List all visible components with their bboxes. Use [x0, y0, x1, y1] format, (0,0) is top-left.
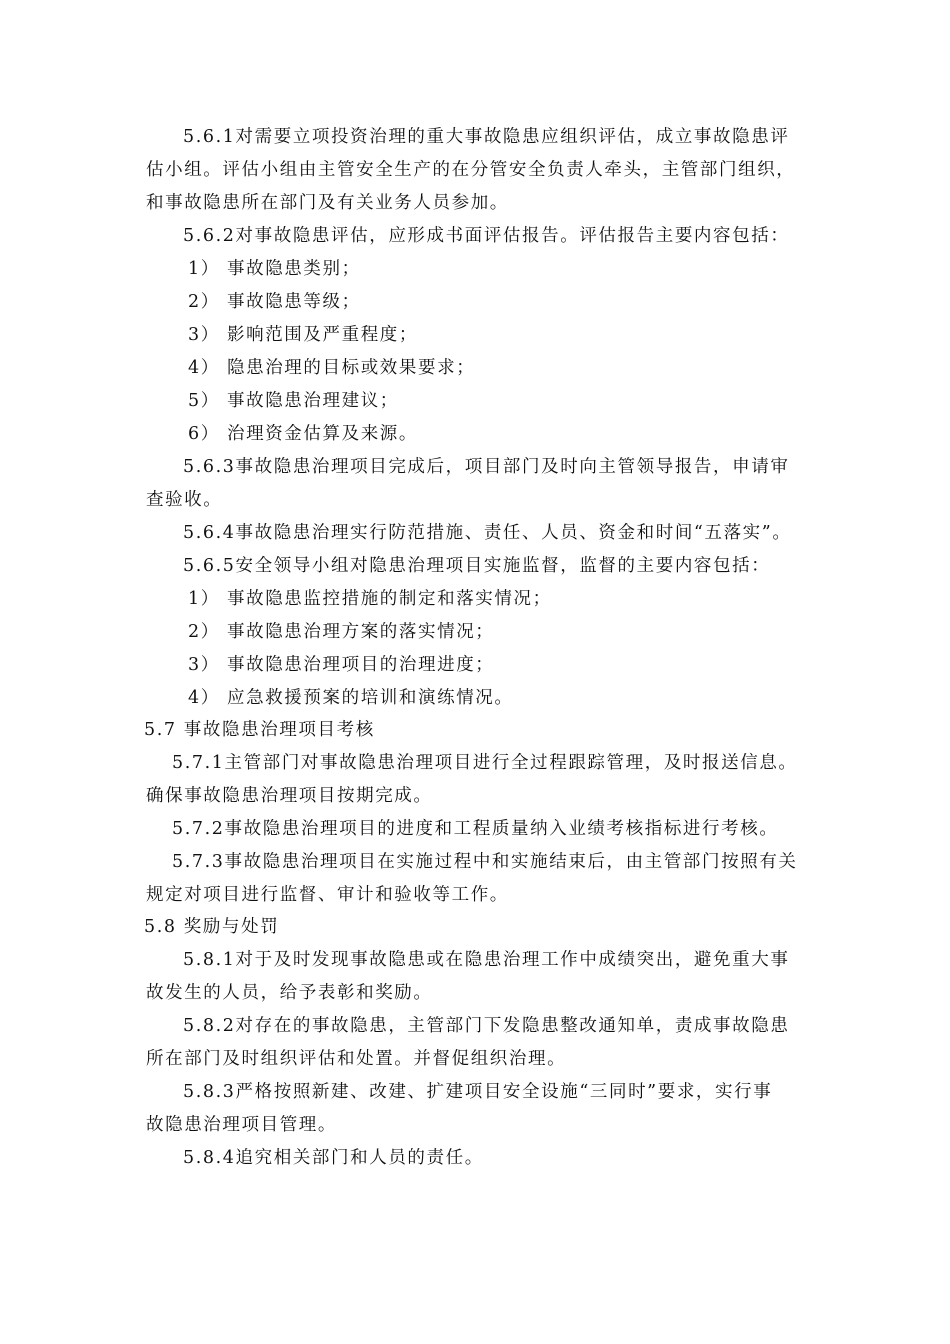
text-line: 5.7.3事故隐患治理项目在实施过程中和实施结束后，由主管部门按照有关 — [172, 852, 798, 872]
text-line: 估小组。评估小组由主管安全生产的在分管安全负责人牵头，主管部门组织， — [146, 160, 796, 180]
list-item: 4） 应急救援预案的培训和演练情况。 — [188, 688, 514, 708]
text-line: 5.6.2对事故隐患评估，应形成书面评估报告。评估报告主要内容包括： — [183, 226, 790, 246]
text-line: 所在部门及时组织评估和处置。并督促组织治理。 — [146, 1049, 567, 1069]
text-line: 5.8.3严格按照新建、改建、扩建项目安全设施“三同时”要求，实行事 — [183, 1082, 773, 1102]
text-line: 故发生的人员，给予表彰和奖励。 — [146, 983, 433, 1003]
text-line: 5.8.2对存在的事故隐患，主管部门下发隐患整改通知单，责成事故隐患 — [183, 1016, 790, 1036]
text-line: 5.7.1主管部门对事故隐患治理项目进行全过程跟踪管理，及时报送信息。 — [172, 753, 798, 773]
text-line: 5.6.5安全领导小组对隐患治理项目实施监督，监督的主要内容包括： — [183, 556, 771, 576]
section-heading: 5.8 奖励与处罚 — [144, 917, 280, 937]
list-item: 3） 影响范围及严重程度； — [188, 325, 418, 345]
text-line: 故隐患治理项目管理。 — [146, 1115, 337, 1135]
text-line: 5.7.2事故隐患治理项目的进度和工程质量纳入业绩考核指标进行考核。 — [172, 819, 779, 839]
list-item: 2） 事故隐患等级； — [188, 292, 361, 312]
text-line: 规定对项目进行监督、审计和验收等工作。 — [146, 885, 509, 905]
list-item: 2） 事故隐患治理方案的落实情况； — [188, 622, 495, 642]
list-item: 6） 治理资金估算及来源。 — [188, 424, 418, 444]
text-line: 5.6.4事故隐患治理实行防范措施、责任、人员、资金和时间“五落实”。 — [183, 523, 792, 543]
text-line: 5.6.3事故隐患治理项目完成后，项目部门及时向主管领导报告，申请审 — [183, 457, 790, 477]
list-item: 3） 事故隐患治理项目的治理进度； — [188, 655, 495, 675]
text-line: 5.8.1对于及时发现事故隐患或在隐患治理工作中成绩突出，避免重大事 — [183, 950, 790, 970]
text-line: 确保事故隐患治理项目按期完成。 — [146, 786, 433, 806]
text-line: 和事故隐患所在部门及有关业务人员参加。 — [146, 193, 509, 213]
text-line: 查验收。 — [146, 490, 223, 510]
list-item: 4） 隐患治理的目标或效果要求； — [188, 358, 476, 378]
list-item: 1） 事故隐患类别； — [188, 259, 361, 279]
list-item: 5） 事故隐患治理建议； — [188, 391, 399, 411]
text-line: 5.8.4追究相关部门和人员的责任。 — [183, 1148, 484, 1168]
text-line: 5.6.1对需要立项投资治理的重大事故隐患应组织评估，成立事故隐患评 — [183, 127, 790, 147]
list-item: 1） 事故隐患监控措施的制定和落实情况； — [188, 589, 552, 609]
section-heading: 5.7 事故隐患治理项目考核 — [144, 720, 375, 740]
